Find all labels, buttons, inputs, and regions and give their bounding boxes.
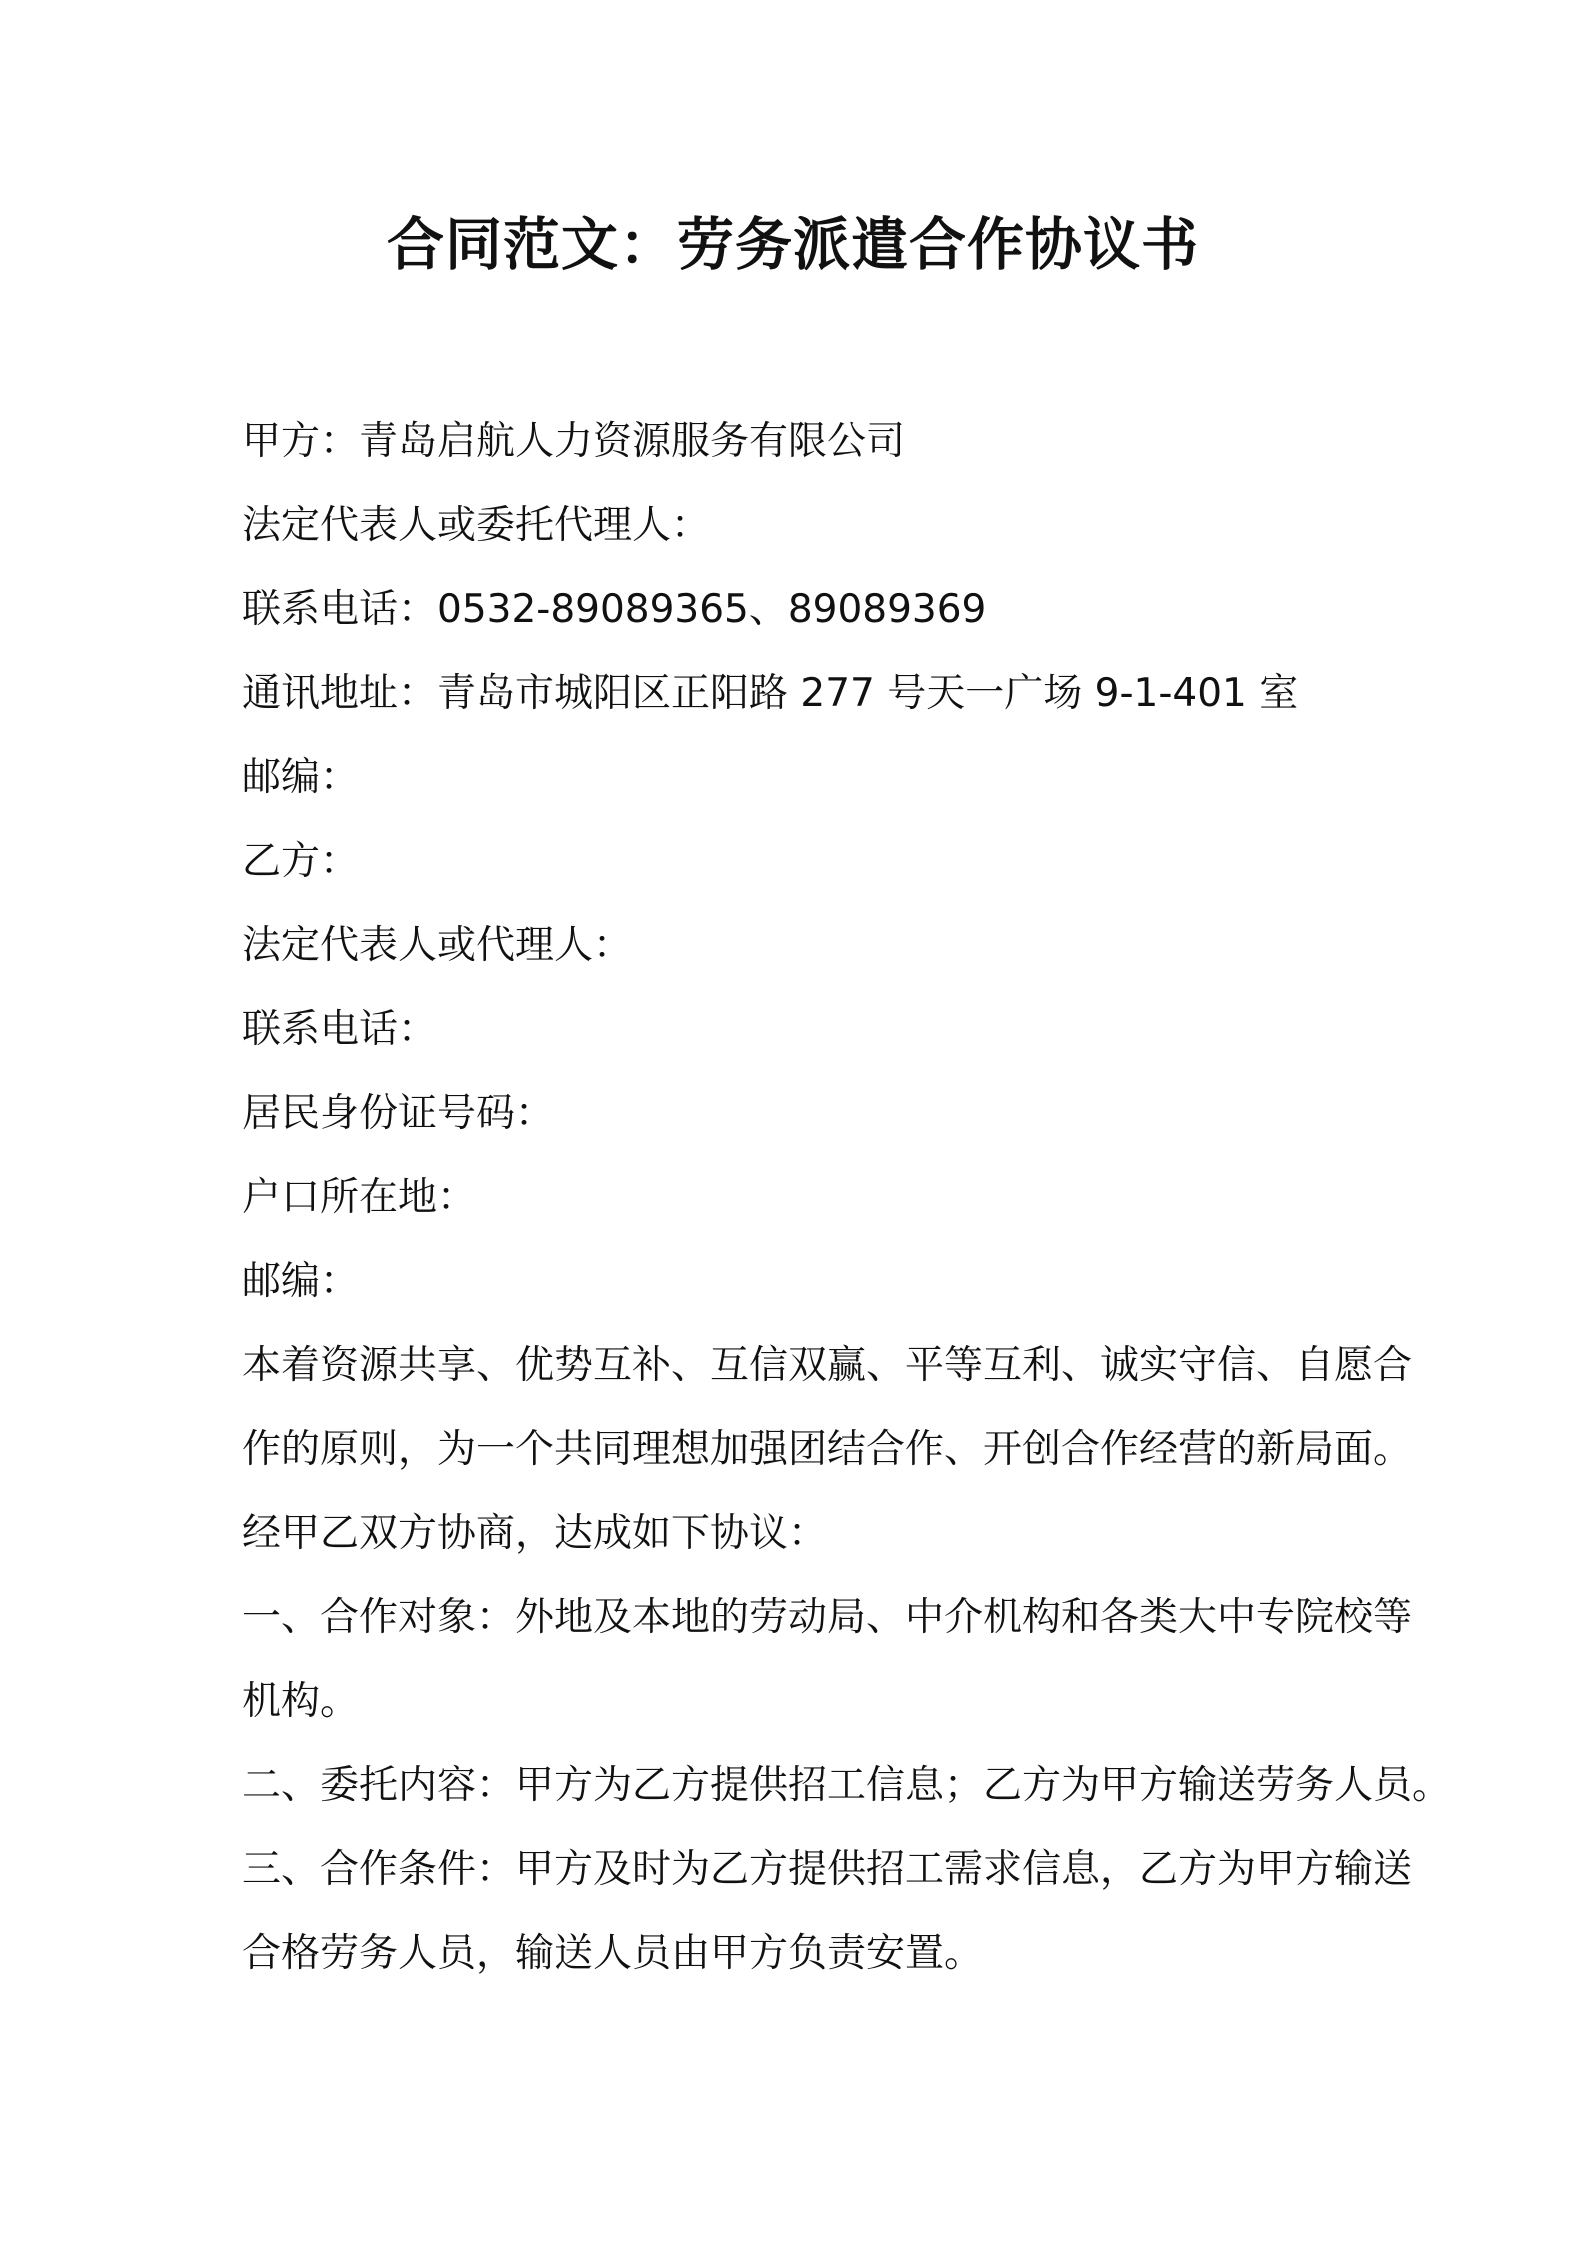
clause-1-line-2: 机构。 <box>242 1679 360 1724</box>
party-b-phone: 联系电话： <box>242 1007 438 1052</box>
party-a-address: 通讯地址：青岛市城阳区正阳路 277 号天一广场 9-1-401 室 <box>242 671 1299 716</box>
preamble-line-3: 经甲乙双方协商，达成如下协议： <box>242 1511 828 1556</box>
party-a-phone: 联系电话：0532-89089365、89089369 <box>242 587 987 632</box>
clause-3-line-2: 合格劳务人员，输送人员由甲方负责安置。 <box>242 1931 984 1976</box>
party-b-name: 乙方： <box>242 839 360 884</box>
clause-2: 二、委托内容：甲方为乙方提供招工信息；乙方为甲方输送劳务人员。 <box>242 1763 1452 1808</box>
clause-1-line-1: 一、合作对象：外地及本地的劳动局、中介机构和各类大中专院校等 <box>242 1595 1413 1640</box>
preamble-line-2: 作的原则，为一个共同理想加强团结合作、开创合作经营的新局面。 <box>242 1427 1413 1472</box>
document-title: 合同范文：劳务派遣合作协议书 <box>387 212 1199 278</box>
party-a-name: 甲方：青岛启航人力资源服务有限公司 <box>242 419 906 464</box>
party-a-representative: 法定代表人或委托代理人： <box>242 503 711 548</box>
party-b-household-registration: 户口所在地： <box>242 1175 477 1220</box>
preamble-line-1: 本着资源共享、优势互补、互信双赢、平等互利、诚实守信、自愿合 <box>242 1343 1413 1388</box>
party-b-representative: 法定代表人或代理人： <box>242 923 633 968</box>
document-body <box>242 400 1452 1996</box>
clause-3-line-1: 三、合作条件：甲方及时为乙方提供招工需求信息，乙方为甲方输送 <box>242 1847 1413 1892</box>
party-b-id-number: 居民身份证号码： <box>242 1091 555 1136</box>
party-b-postcode: 邮编： <box>242 1259 360 1304</box>
party-a-postcode: 邮编： <box>242 755 360 800</box>
